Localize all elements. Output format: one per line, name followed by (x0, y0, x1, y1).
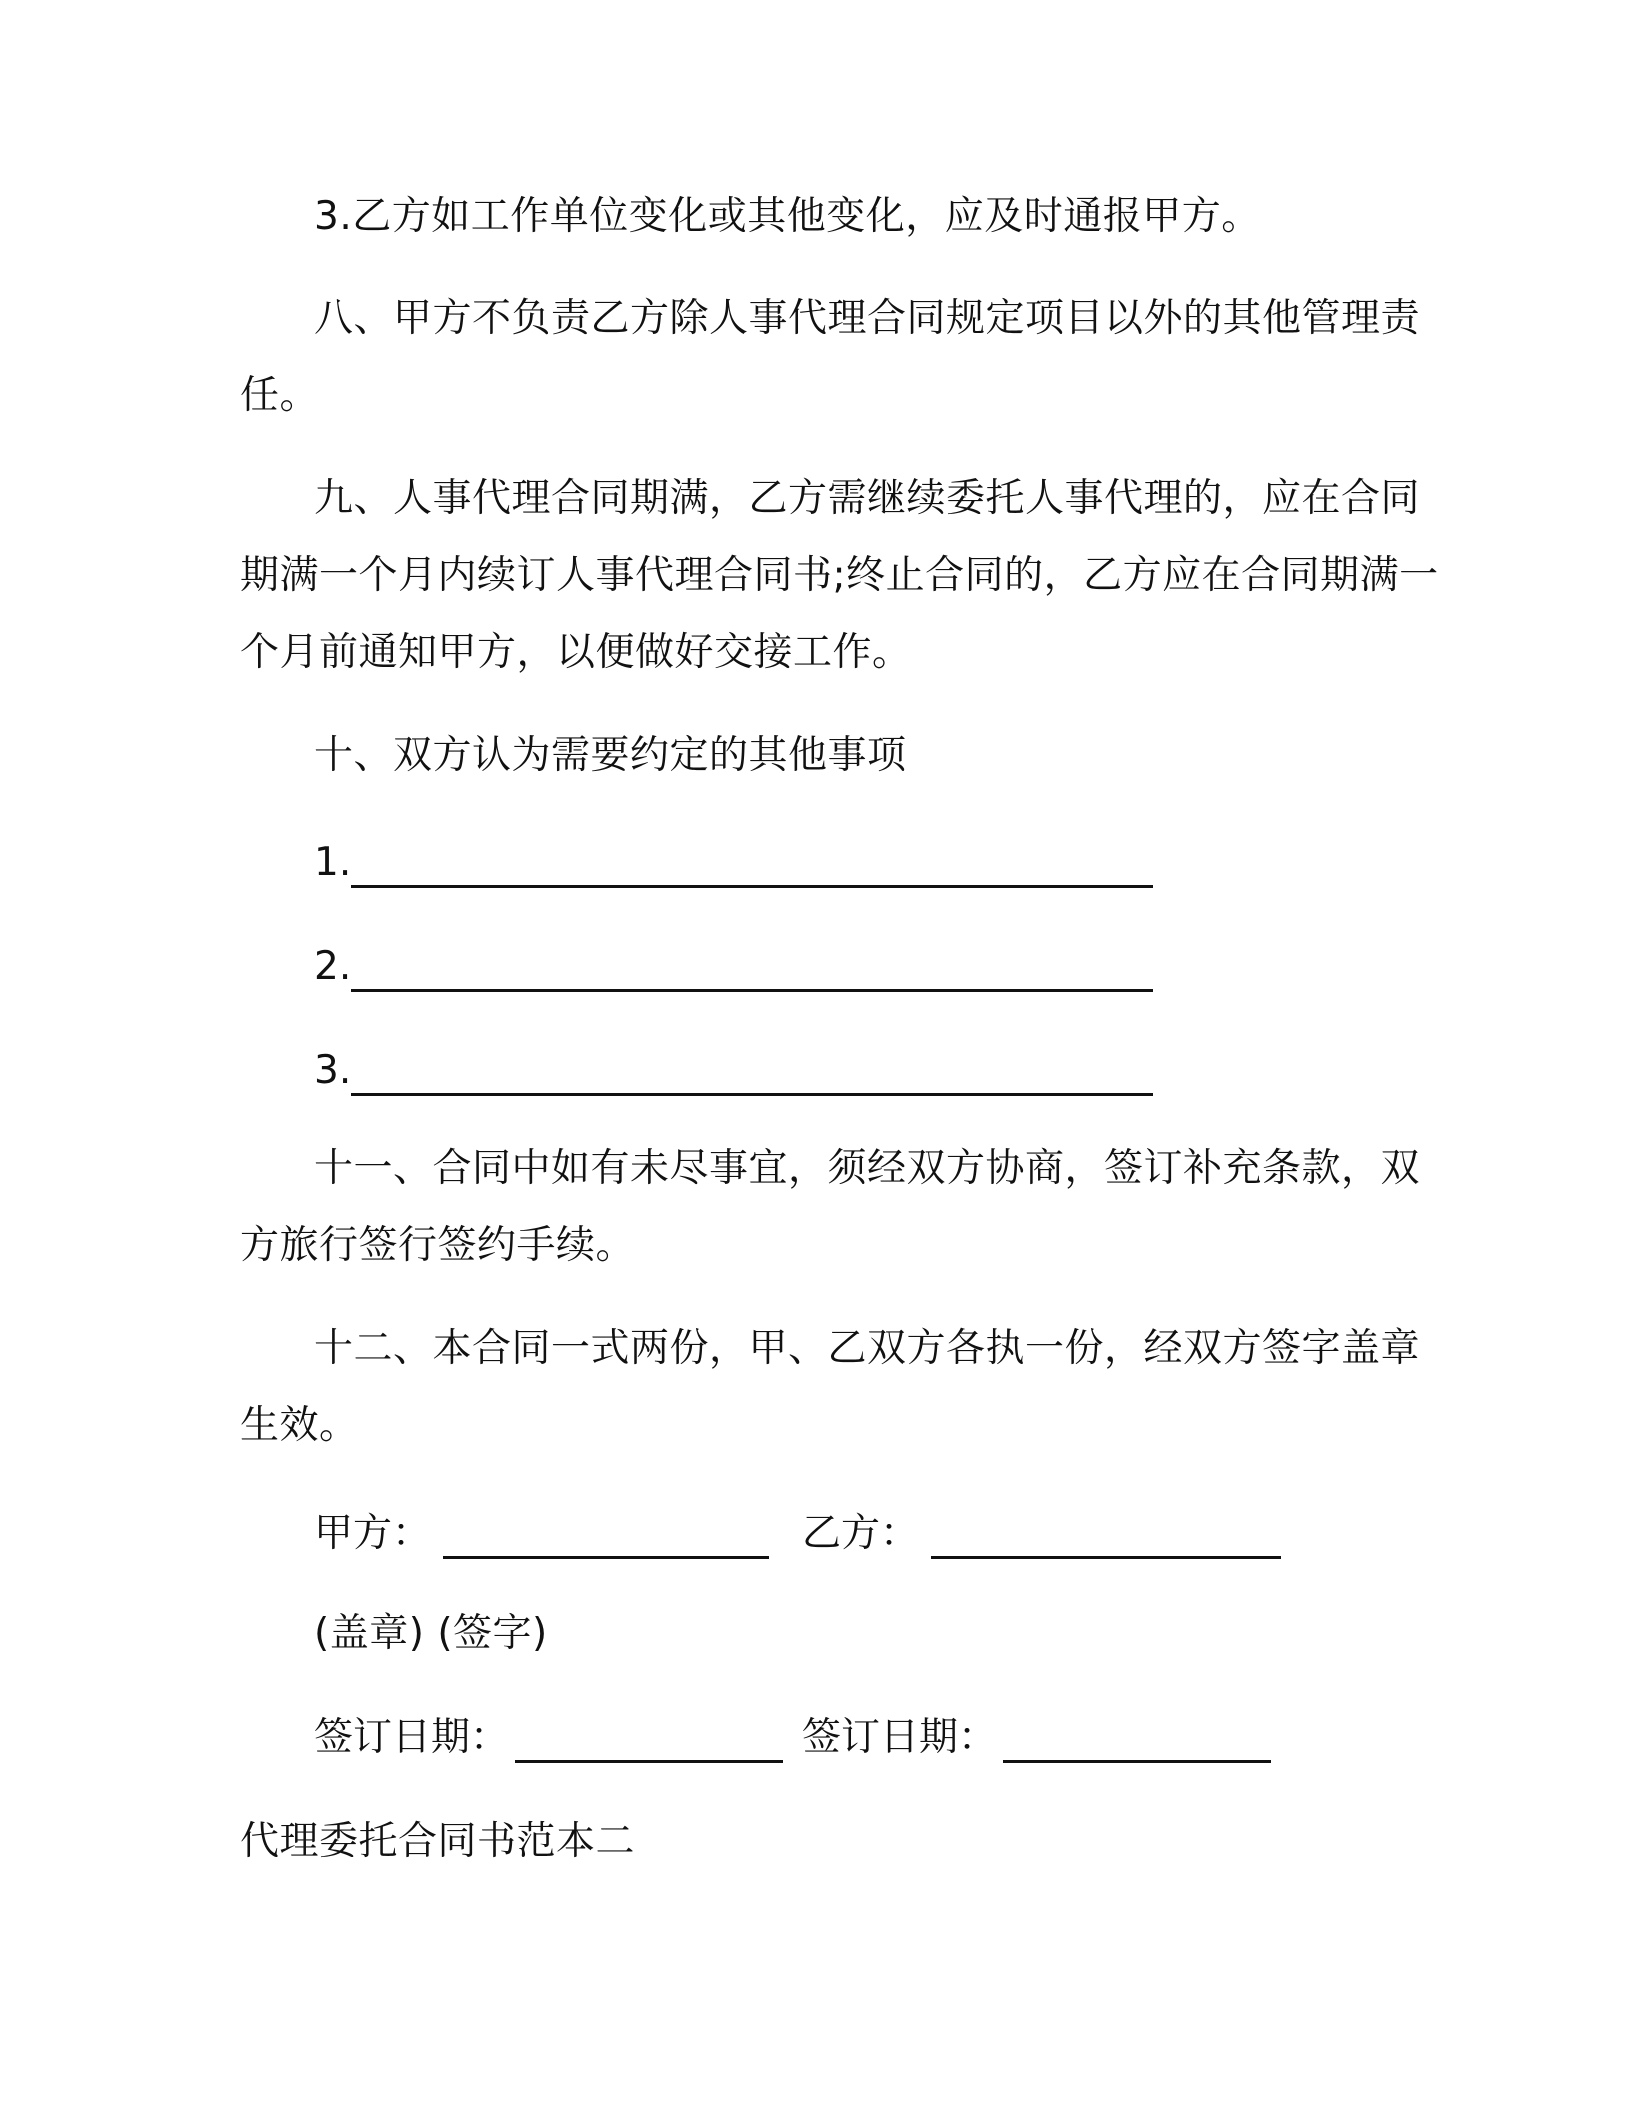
blank-number: 2. (314, 944, 352, 989)
seal-sign-note: (盖章) (签字) (314, 1611, 548, 1656)
party-signature-row (314, 1495, 1314, 1573)
paragraph-line: 任。 (240, 373, 320, 418)
date-b-underline[interactable] (1003, 1720, 1271, 1763)
date-a-label: 签订日期： (314, 1715, 510, 1760)
blank-item (314, 1032, 1153, 1110)
paragraph-line: 个月前通知甲方，以便做好交接工作。 (240, 630, 912, 675)
blank-underline[interactable] (351, 845, 1153, 888)
paragraph-line: 期满一个月内续订人事代理合同书;终止合同的，乙方应在合同期满一 (240, 553, 1439, 598)
paragraph-line: 十二、本合同一式两份，甲、乙双方各执一份，经双方签字盖章 (314, 1326, 1421, 1371)
blank-number: 1. (314, 840, 352, 885)
blank-underline[interactable] (351, 1053, 1153, 1096)
party-a-field (314, 1495, 769, 1573)
blank-item (314, 824, 1153, 902)
party-a-underline[interactable] (443, 1516, 769, 1559)
party-b-field (802, 1495, 1281, 1573)
party-b-underline[interactable] (931, 1516, 1281, 1559)
paragraph-line: 3.乙方如工作单位变化或其他变化，应及时通报甲方。 (314, 194, 1261, 239)
paragraph-line: 十、双方认为需要约定的其他事项 (314, 733, 907, 778)
paragraph-line: 方旅行签行签约手续。 (240, 1223, 636, 1268)
blank-item (314, 928, 1153, 1006)
party-a-label: 甲方： (314, 1511, 432, 1556)
date-signature-row (314, 1699, 1314, 1777)
date-a-field (314, 1699, 783, 1777)
paragraph-line: 生效。 (240, 1403, 359, 1448)
blank-number: 3. (314, 1048, 352, 1093)
paragraph-line: 九、人事代理合同期满，乙方需继续委托人事代理的，应在合同 (314, 476, 1421, 521)
paragraph-line: 八、甲方不负责乙方除人事代理合同规定项目以外的其他管理责 (314, 296, 1421, 341)
date-b-label: 签订日期： (802, 1715, 998, 1760)
date-b-field (802, 1699, 1271, 1777)
next-section-title: 代理委托合同书范本二 (240, 1819, 636, 1864)
date-a-underline[interactable] (515, 1720, 783, 1763)
party-b-label: 乙方： (802, 1511, 920, 1556)
paragraph-line: 十一、合同中如有未尽事宜，须经双方协商，签订补充条款，双 (314, 1146, 1421, 1191)
blank-underline[interactable] (351, 949, 1153, 992)
